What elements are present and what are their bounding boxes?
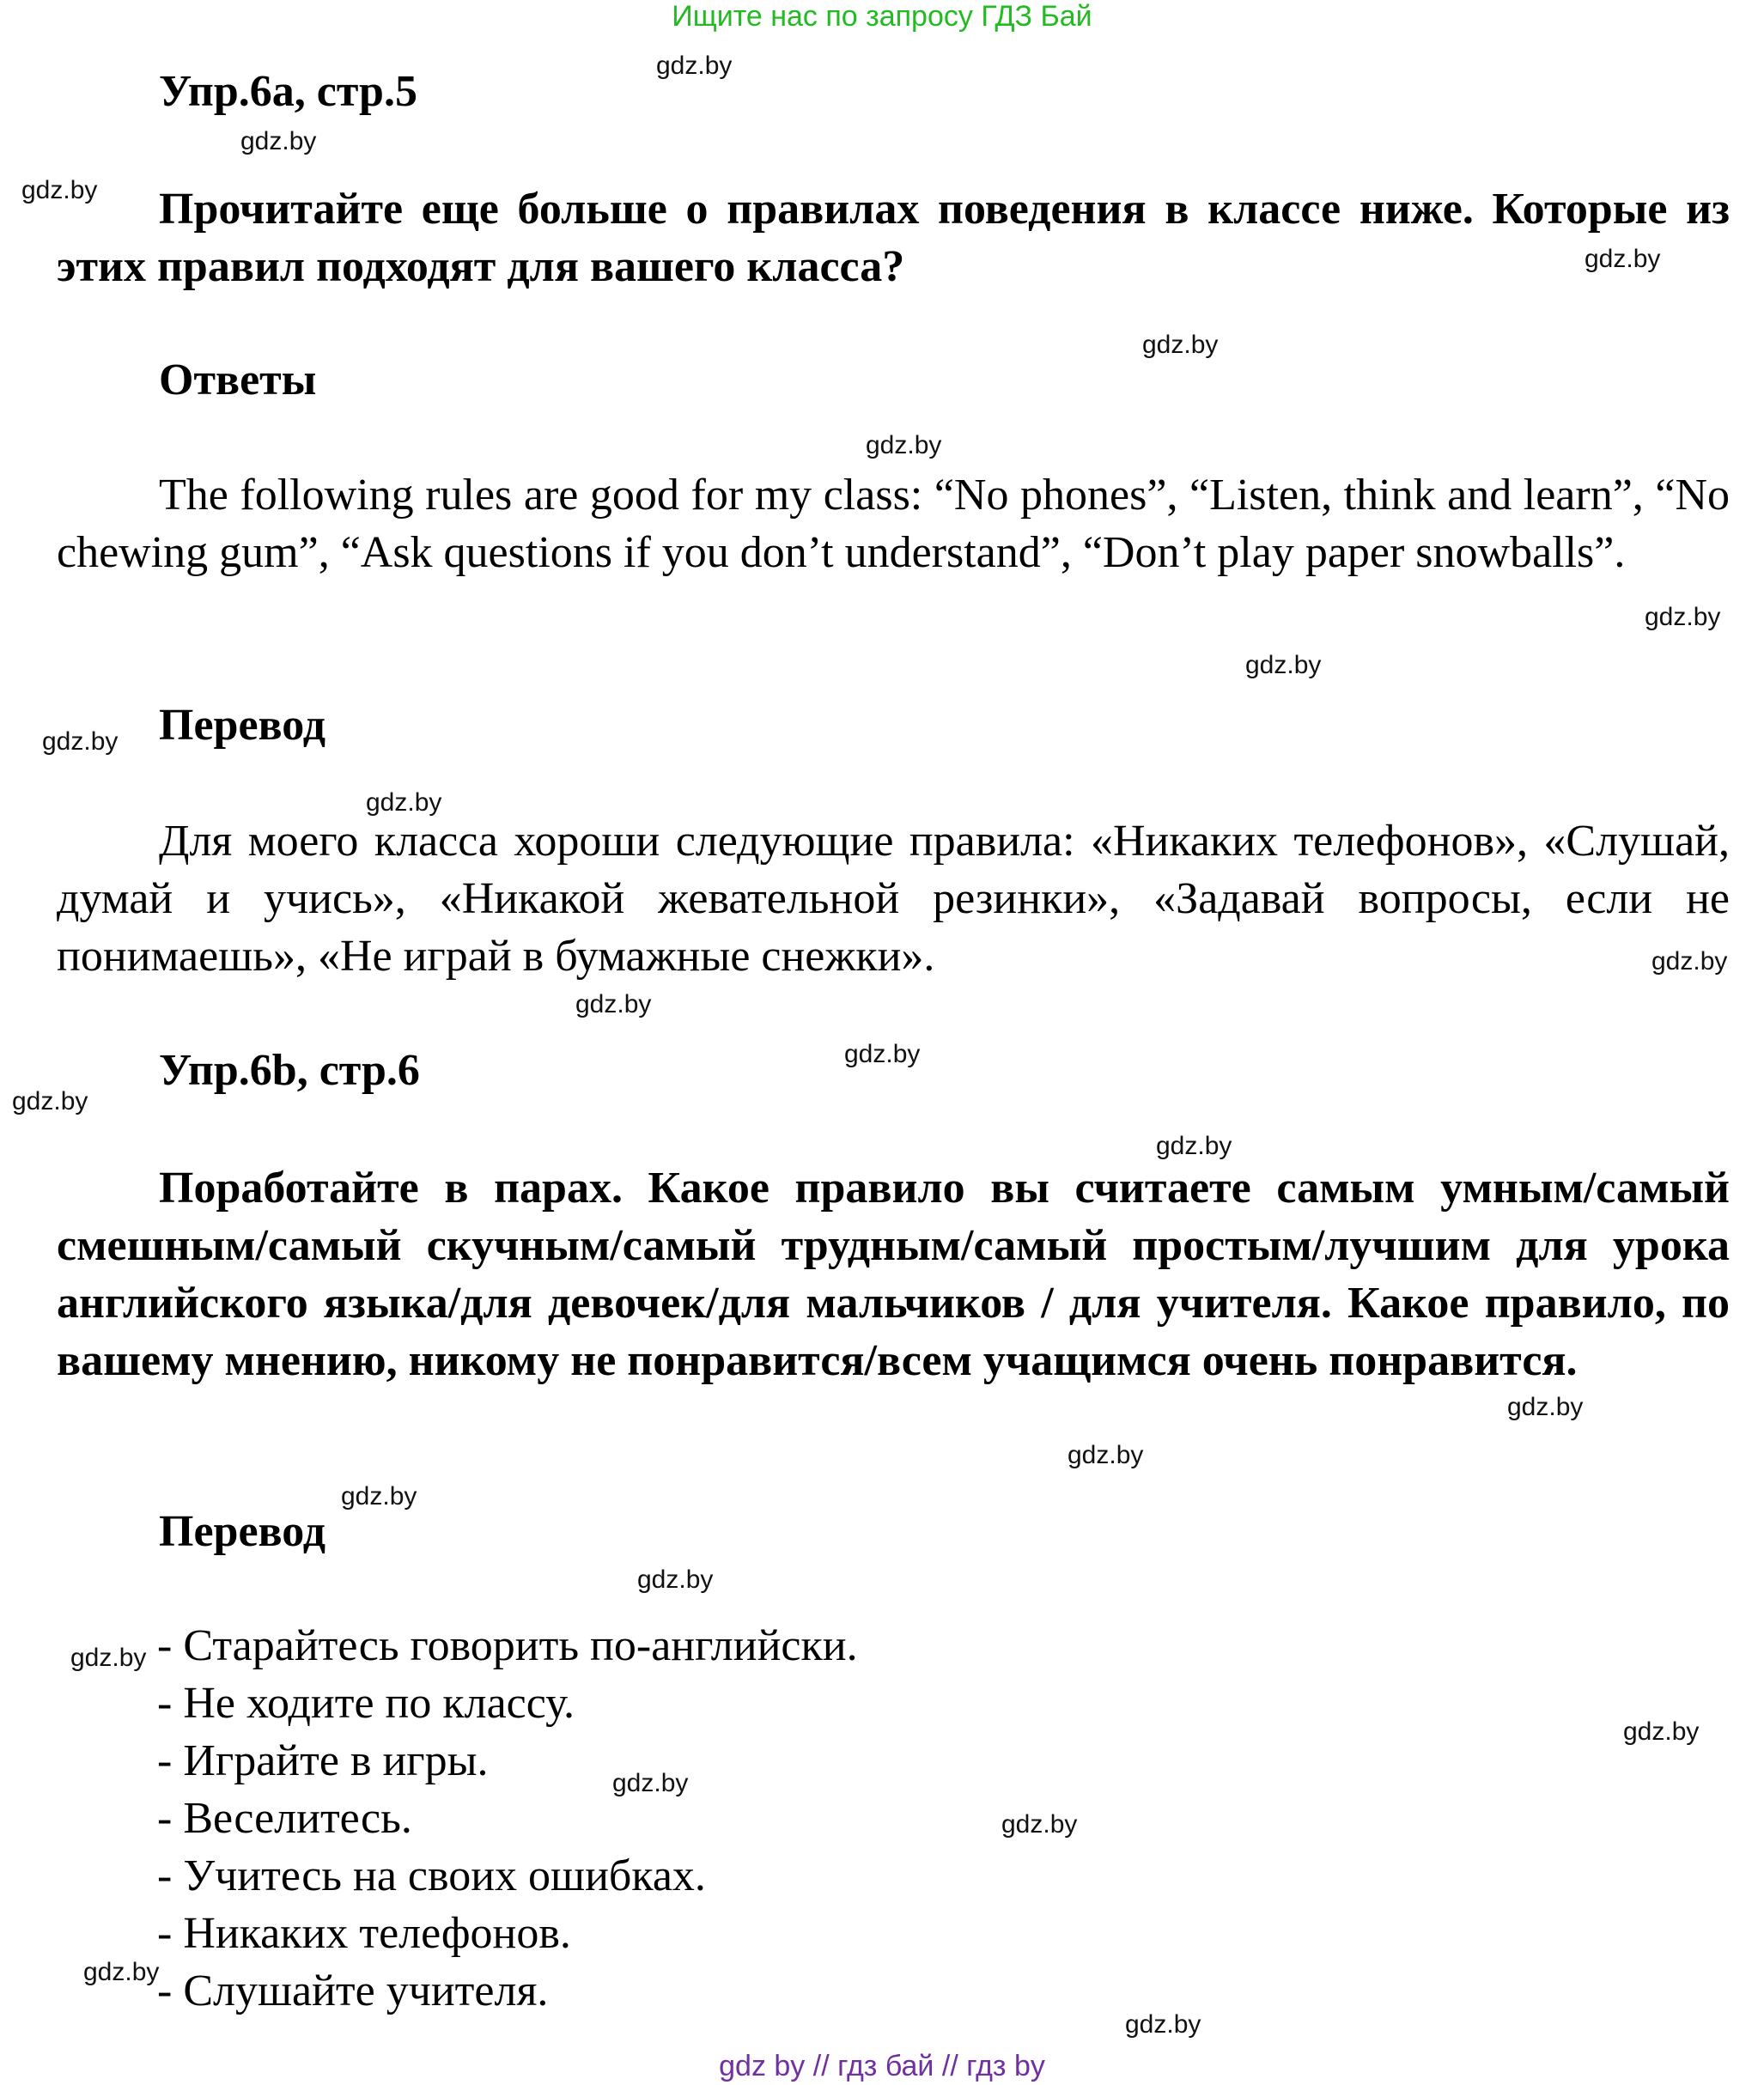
watermark: gdz.by: [1068, 1441, 1144, 1469]
watermark: gdz.by: [844, 1040, 921, 1068]
watermark: gdz.by: [1585, 245, 1661, 273]
answer-text: The following rules are good for my class: “No phones”, “Listen, think and learn”, “No chewing gum”, “Ask questions if you don’t understand”, “Don’t play paper snowballs”.: [57, 471, 1730, 577]
list-item: - Учитесь на своих ошибках.: [157, 1851, 706, 1900]
answers-heading: Ответы: [159, 356, 317, 404]
exercise-6b-task: Поработайте в парах. Какое правило вы считаете самым умным/самый смешным/самый скучным/самый трудным/самый простым/лучшим для урока английского языка/для девочек/для мальчиков / для учителя. Какое правило, по вашему мнению, никому не понравится/всем учащимся очень понравится.: [57, 1164, 1730, 1385]
watermark: gdz.by: [1142, 331, 1219, 359]
translation-heading-6a: Перевод: [159, 701, 326, 750]
list-item: - Слушайте учителя.: [157, 1966, 549, 2015]
watermark: gdz.by: [83, 1958, 160, 1986]
exercise-6b-title: Упр.6b, стр.6: [159, 1046, 420, 1095]
watermark: gdz.by: [240, 127, 317, 155]
watermark: gdz.by: [1156, 1132, 1232, 1160]
watermark: gdz.by: [1245, 651, 1322, 679]
list-item: - Играйте в игры.: [157, 1736, 489, 1785]
watermark: gdz.by: [1645, 603, 1721, 631]
exercise-6a-task: Прочитайте еще больше о правилах поведения в классе ниже. Которые из этих правил подходят для вашего класса?: [57, 185, 1730, 291]
top-banner: Ищите нас по запросу ГДЗ Бай: [672, 0, 1092, 33]
watermark: gdz.by: [1001, 1810, 1078, 1839]
watermark: gdz.by: [12, 1087, 88, 1115]
watermark: gdz.by: [1125, 2010, 1201, 2039]
watermark: gdz.by: [1623, 1717, 1700, 1746]
rules-list: [157, 1617, 858, 2020]
watermark: gdz.by: [70, 1644, 147, 1672]
watermark: gdz.by: [656, 52, 733, 80]
watermark: gdz.by: [21, 176, 98, 204]
exercise-6a-title: Упр.6а, стр.5: [159, 67, 417, 116]
watermark: gdz.by: [612, 1769, 689, 1797]
translation-text-6a: Для моего класса хороши следующие правила: «Никаких телефонов», «Слушай, думай и учись», «Никакой жевательной резинки», «Задавай вопросы, если не понимаешь», «Не играй в бумажные снежки».: [57, 817, 1730, 981]
watermark: gdz.by: [42, 727, 119, 756]
watermark: gdz.by: [341, 1482, 417, 1511]
watermark: gdz.by: [575, 990, 652, 1018]
watermark: gdz.by: [366, 788, 442, 817]
watermark: gdz.by: [866, 431, 942, 459]
watermark: gdz.by: [1507, 1393, 1584, 1421]
list-item: - Веселитесь.: [157, 1794, 412, 1843]
footer-links: gdz by // гдз бай // гдз by: [719, 2050, 1045, 2082]
list-item: - Не ходите по классу.: [157, 1679, 575, 1728]
translation-heading-6b: Перевод: [159, 1507, 326, 1556]
watermark: gdz.by: [637, 1565, 714, 1594]
list-item: - Никаких телефонов.: [157, 1909, 571, 1958]
list-item: - Старайтесь говорить по-английски.: [157, 1621, 858, 1670]
watermark: gdz.by: [1651, 947, 1728, 976]
